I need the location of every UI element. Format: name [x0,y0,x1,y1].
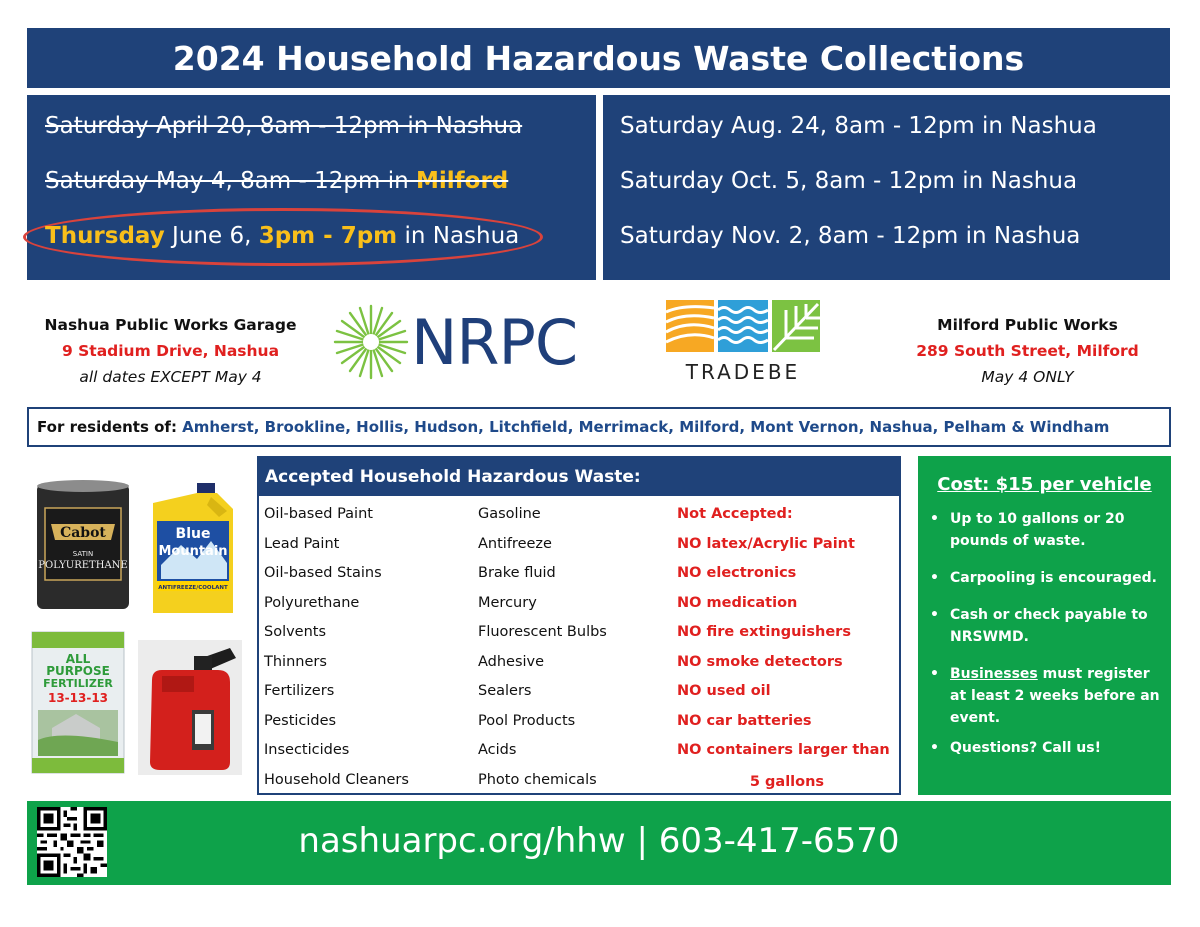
businesses-link[interactable]: Businesses [950,666,1038,682]
list-item: Oil-based Paint [264,506,373,522]
residents-towns: Amherst, Brookline, Hollis, Hudson, Litchfield, Merrimack, Milford, Mont Vernon, Nashua, Pelham & Windham [182,418,1110,436]
list-item: Fluorescent Bulbs [478,624,607,640]
not-accepted-item: NO smoke detectors [677,653,843,670]
list-item: Oil-based Stains [264,565,382,581]
accepted-waste-panel [257,456,901,795]
paint-line1: SATIN [72,550,94,558]
contact-info: nashuarpc.org/hhw | 603-417-6570 [298,821,900,861]
nashua-location-note: all dates EXCEPT May 4 [79,368,262,386]
not-accepted-heading: Not Accepted: [677,506,793,522]
list-item: Polyurethane [264,594,360,611]
bag-ratio: 13-13-13 [47,691,109,705]
list-item: Brake fluid [478,565,556,581]
accepted-waste-heading: Accepted Household Hazardous Waste: [259,458,899,496]
list-item: Pesticides [264,712,337,729]
gas-can-image [138,640,242,775]
milford-location-name: Milford Public Works [937,316,1118,334]
milford-highlight: Milford [416,168,509,194]
list-item: Pool Products [478,712,576,729]
list-item: Photo chemicals [478,771,597,788]
not-accepted-item: NO used oil [677,683,771,699]
tradebe-logo-text: TRADEBE [685,360,801,384]
list-item: Mercury [478,594,537,611]
milford-location [885,312,1170,390]
not-accepted-item: NO containers larger than [677,742,890,758]
cost-panel [918,456,1171,795]
list-item: Acids [478,742,517,758]
accepted-column-1 [264,503,409,798]
june-6-location: in Nashua [397,223,520,249]
list-item: Gasoline [478,506,541,522]
cost-details-list [930,508,1163,759]
bag-line1: ALL [65,652,91,666]
nashua-location-name: Nashua Public Works Garage [44,316,297,334]
jug-brand2: Mountain [158,544,228,559]
residents-label: For residents of: [37,418,183,436]
cost-title: Cost: $15 per vehicle [937,474,1152,495]
past-dates-panel [27,95,596,280]
nrpc-logo-text: NRPC [411,306,578,379]
list-item: Solvents [264,624,327,640]
jug-brand1: Blue [175,526,211,542]
list-item: Lead Paint [264,535,340,552]
jug-label: ANTIFREEZE/COOLANT [158,585,228,591]
thursday-highlight: Thursday [45,223,165,249]
footer-bar [27,801,1171,885]
bag-line2: PURPOSE [46,664,110,678]
cost-bullet: • Up to 10 gallons or 20 pounds of waste. [930,508,1163,552]
nrpc-logo [333,302,598,382]
not-accepted-item: NO car batteries [677,712,812,729]
paint-brand: Cabot [60,525,106,541]
list-item: Sealers [478,683,532,699]
tradebe-logo [664,300,822,384]
milford-location-note: May 4 ONLY [981,368,1074,386]
nashua-location-address: 9 Stadium Drive, Nashua [61,342,280,360]
list-item: Household Cleaners [264,771,409,788]
list-item: Fertilizers [264,683,335,699]
accepted-column-2 [478,503,607,798]
not-accepted-item: NO medication [677,594,798,611]
not-accepted-item: NO fire extinguishers [677,624,851,640]
date-may-4 [27,168,596,194]
not-accepted-item: NO electronics [677,565,797,581]
upcoming-dates-panel [603,95,1170,280]
cost-bullet: • Cash or check payable to NRSWMD. [930,604,1163,648]
page-title: 2024 Household Hazardous Waste Collections [27,28,1170,88]
june-6-text: June 6, [164,223,259,249]
residents-bar [27,407,1171,447]
evening-time-highlight: 3pm - 7pm [258,223,398,249]
cost-bullet-businesses [930,663,1163,729]
antifreeze-jug-image [147,483,237,618]
tradebe-mark-icon [664,300,822,356]
not-accepted-column [677,503,897,798]
not-accepted-item: NO latex/Acrylic Paint [677,535,855,552]
paint-can-image [33,478,133,613]
list-item: Antifreeze [478,535,552,552]
list-item: Thinners [264,653,327,670]
date-oct-5: Saturday Oct. 5, 8am - 12pm in Nashua [620,168,1078,194]
bag-line3: FERTILIZER [43,677,113,690]
list-item: Adhesive [478,653,545,670]
cost-bullet: • Questions? Call us! [930,737,1163,759]
paint-line2: POLYURETHANE [38,560,128,571]
list-item: Insecticides [264,742,350,758]
date-aug-24: Saturday Aug. 24, 8am - 12pm in Nashua [620,113,1097,139]
not-accepted-item: 5 gallons [749,773,825,790]
sunburst-icon [333,304,409,380]
date-nov-2: Saturday Nov. 2, 8am - 12pm in Nashua [620,223,1081,249]
milford-location-address: 289 South Street, Milford [916,342,1139,360]
fertilizer-bag-image [30,630,126,775]
date-june-6 [27,223,596,249]
businesses-text: must register at least 2 weeks before an event. [950,666,1160,726]
nashua-location [28,312,313,390]
cost-bullet: • Carpooling is encouraged. [930,567,1163,589]
date-may-4-text: Saturday May 4, 8am - 12pm in [45,168,416,194]
date-april-20: Saturday April 20, 8am - 12pm in Nashua [45,113,523,139]
